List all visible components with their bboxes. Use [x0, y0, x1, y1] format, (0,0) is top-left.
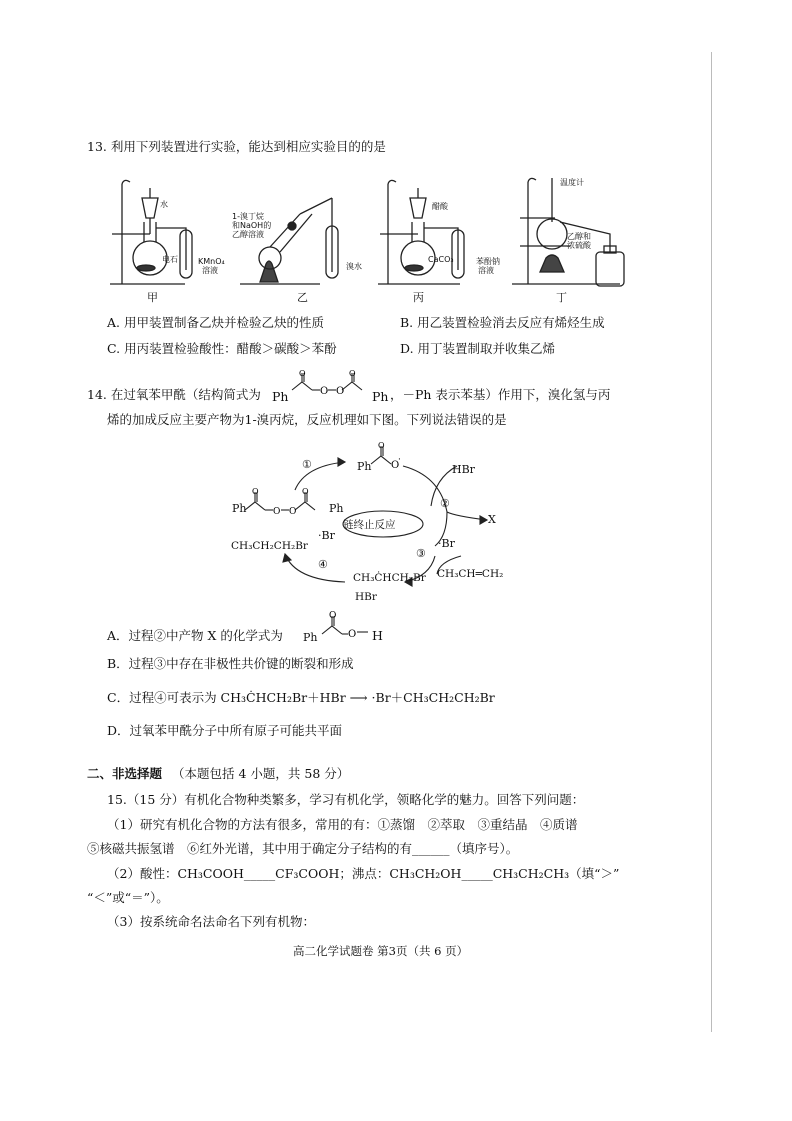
q14-option-d: D．过氧苯甲酰分子中所有原子可能共平面 — [107, 723, 343, 738]
page-footer: 高二化学试题卷 第3页（共 6 页） — [293, 944, 469, 958]
q14-option-a: A．过程②中产物 X 的化学式为 — [107, 628, 283, 643]
ding-thermometer-label: 温度计 — [560, 178, 584, 187]
q14-line1-b: ，－Ph 表示苯基）作用下，溴化氢与丙 — [390, 387, 611, 402]
mech-hbr-in: HBr — [452, 463, 475, 476]
apparatus-jia — [110, 180, 192, 284]
bing-caco3-label: CaCO₃ — [428, 255, 454, 264]
mech-step4: ④ — [318, 558, 328, 571]
mech-step1: ① — [302, 458, 312, 471]
q14-option-a-ph: Ph — [303, 631, 318, 644]
q15-part2-a: （2）酸性：CH₃COOH_____CF₃COOH；沸点：CH₃CH₂OH_____CH₃CH₂CH₃（填“＞” — [107, 866, 620, 881]
jia-water-label: 水 — [160, 200, 168, 209]
mech-ph-right: Ph — [329, 502, 344, 515]
q15-part1-b: ⑤核磁共振氢谱 ⑥红外光谱，其中用于确定分子结构的有______（填序号）。 — [87, 841, 519, 856]
svg-text:O: O — [273, 507, 281, 517]
q13-option-d: D. 用丁装置制取并收集乙烯 — [400, 341, 556, 356]
q14-line2: 烯的加成反应主要产物为1-溴丙烷，反应机理如下图。下列说法错误的是 — [107, 412, 507, 427]
mech-hbr-step4: HBr — [355, 591, 377, 603]
q15-part1-a: （1）研究有机化合物的方法有很多，常用的有：①蒸馏 ②萃取 ③重结晶 ④质谱 — [107, 817, 578, 832]
svg-text:O: O — [349, 370, 356, 378]
bing-caption: 丙 — [413, 291, 424, 304]
section2-heading: 二、非选择题 — [87, 766, 163, 781]
q13-option-a: A. 用甲装置制备乙炔并检验乙炔的性质 — [107, 315, 324, 330]
q14-ph-left: Ph — [272, 389, 289, 404]
yi-caption: 乙 — [297, 291, 308, 304]
apparatus-bing — [378, 180, 464, 284]
q14-option-a-tail: H — [372, 628, 383, 643]
mech-product-x: X — [488, 513, 496, 526]
svg-text:O: O — [320, 386, 329, 397]
jia-caption: 甲 — [147, 291, 158, 304]
q13-option-c: C. 用丙装置检验酸性：醋酸＞碳酸＞苯酚 — [107, 341, 337, 356]
svg-text:O: O — [391, 460, 400, 471]
jia-kmno4-sol-label: 溶液 — [202, 266, 218, 275]
yi-reagent-3: 乙醇溶液 — [232, 230, 264, 239]
yi-reagent-2: 和NaOH的 — [232, 221, 272, 230]
page-edge-line — [711, 52, 712, 1032]
mech-propene: CH₃CH═CH₂ — [437, 568, 504, 580]
arc-step4 — [285, 554, 345, 582]
q14-option-b: B．过程③中存在非极性共价键的断裂和形成 — [107, 656, 354, 671]
mech-final-product: CH₃CH₂CH₂Br — [231, 540, 308, 552]
svg-text:O: O — [299, 370, 306, 378]
svg-text:O: O — [336, 386, 345, 397]
peroxide-structure — [290, 370, 370, 398]
mech-step2: ② — [440, 497, 450, 510]
q13-apparatus-figure — [100, 172, 640, 307]
q14-option-a-structure — [320, 610, 370, 640]
q13-option-b: B. 用乙装置检验消去反应有烯烃生成 — [400, 315, 605, 330]
q14-line1-a: 14. 在过氧苯甲酰（结构简式为 — [87, 387, 261, 402]
yi-bromine-water-label: 溴水 — [346, 262, 362, 271]
ding-mix-1: 乙醇和 — [567, 232, 591, 241]
mech-step3: ③ — [416, 547, 426, 560]
bing-phenoxide-label: 苯酚钠 — [476, 257, 500, 266]
mech-ph-left: Ph — [232, 502, 247, 515]
bing-acetic-label: 醋酸 — [432, 202, 448, 211]
svg-text:·: · — [398, 455, 401, 465]
mech-intermediate: CH₃ĊHCH₂Br — [353, 572, 426, 584]
svg-text:O: O — [289, 507, 297, 517]
ding-mix-2: 浓硫酸 — [567, 241, 591, 250]
ding-caption: 丁 — [556, 291, 567, 304]
q14-option-c: C．过程④可表示为 CH₃ĊHCH₂Br＋HBr ⟶ ·Br＋CH₃CH₂CH₂Br — [107, 690, 495, 705]
svg-text:O: O — [378, 441, 385, 450]
svg-text:O: O — [348, 629, 357, 640]
mech-ph-radical: Ph — [357, 460, 372, 473]
apparatus-yi — [240, 198, 338, 284]
svg-text:O: O — [302, 487, 309, 496]
svg-text:O: O — [252, 487, 259, 496]
jia-carbide-label: 电石 — [162, 255, 178, 264]
mech-br-radical-left: ·Br — [318, 529, 335, 542]
q15-part2-b: “＜”或“＝”）。 — [87, 890, 169, 905]
q14-ph-right: Ph — [372, 389, 389, 404]
q15-stem: 15.（15 分）有机化合物种类繁多，学习有机化学，领略化学的魅力。回答下列问题： — [107, 792, 585, 807]
section2-heading-note: （本题包括 4 小题，共 58 分） — [172, 766, 350, 781]
q13-stem: 13. 利用下列装置进行实验，能达到相应实验目的的是 — [87, 139, 386, 154]
mech-chain-end: 链终止反应 — [343, 519, 396, 531]
svg-text:O: O — [329, 611, 337, 621]
bing-phenoxide-sol-label: 溶液 — [478, 266, 494, 275]
mech-br-radical-right: ·Br — [438, 537, 455, 550]
jia-kmno4-label: KMnO₄ — [198, 257, 225, 266]
q15-part3: （3）按系统命名法命名下列有机物： — [107, 914, 315, 929]
yi-reagent-1: 1-溴丁烷 — [232, 212, 264, 221]
